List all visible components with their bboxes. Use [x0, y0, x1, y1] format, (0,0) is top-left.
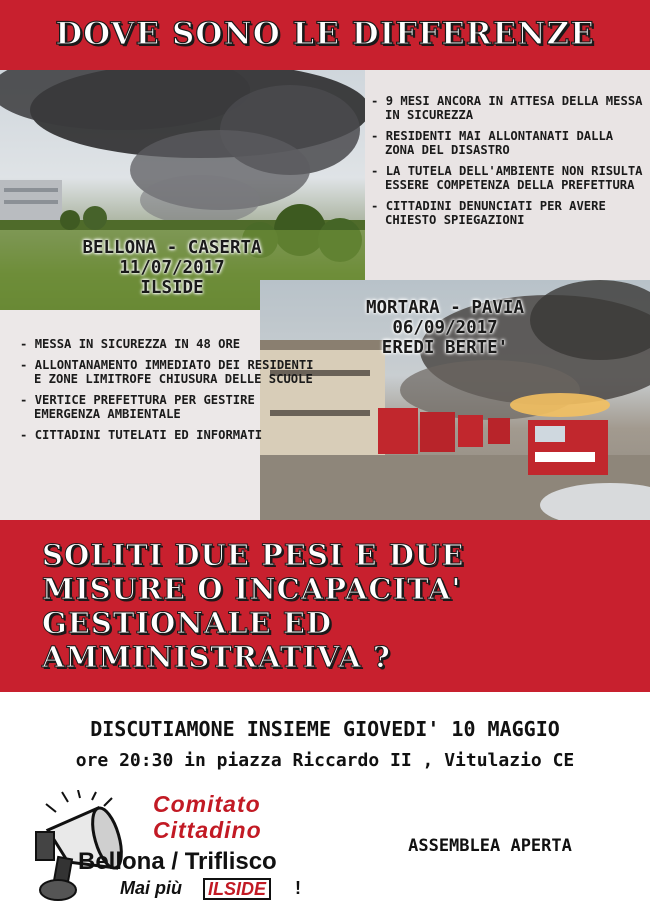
mortara-caption — [300, 298, 590, 358]
logo-line-cittadino: Cittadino — [153, 817, 262, 843]
question-line: SOLITI DUE PESI E DUE — [42, 538, 465, 572]
list-item: - CITTADINI DENUNCIATI PER AVERE CHIESTO SPIEGAZIONI — [371, 199, 643, 227]
question-text — [42, 538, 642, 674]
question-line: MISURE O INCAPACITA' — [42, 572, 462, 606]
bellona-location: BELLONA - CASERTA — [82, 238, 262, 258]
mortara-date: 06/09/2017 — [392, 318, 498, 338]
mortara-company: EREDI BERTE' — [381, 338, 509, 358]
logo-line-exclamation: ! — [295, 878, 301, 898]
bellona-date: 11/07/2017 — [119, 258, 225, 278]
committee-logo — [28, 790, 328, 908]
event-date: DISCUTIAMONE INSIEME GIOVEDI' 10 MAGGIO — [90, 717, 560, 741]
mortara-location: MORTARA - PAVIA — [365, 298, 525, 318]
question-line: GESTIONALE ED — [42, 606, 333, 640]
list-item: - ALLONTANAMENTO IMMEDIATO DEI RESIDENTI E ZONE LIMITROFE CHIUSURA DELLE SCUOLE — [20, 358, 320, 386]
logo-line-ilside: ILSIDE — [203, 878, 271, 900]
list-item: - MESSA IN SICUREZZA IN 48 ORE — [20, 337, 320, 351]
list-item: - CITTADINI TUTELATI ED INFORMATI — [20, 428, 320, 442]
mortara-points-list — [20, 337, 320, 449]
event-time-place: ore 20:30 in piazza Riccardo II , Vitulazio CE — [75, 750, 575, 771]
bellona-points-list — [371, 94, 643, 234]
page-title: DOVE SONO LE DIFFERENZE — [55, 16, 595, 52]
list-item: - RESIDENTI MAI ALLONTANATI DALLA ZONA DEL DISASTRO — [371, 129, 643, 157]
logo-line-comitato: Comitato — [153, 791, 261, 817]
bellona-company: ILSIDE — [140, 278, 204, 298]
list-item: - 9 MESI ANCORA IN ATTESA DELLA MESSA IN SICUREZZA — [371, 94, 643, 122]
question-line: AMMINISTRATIVA ? — [42, 640, 391, 674]
list-item: - VERTICE PREFETTURA PER GESTIRE EMERGENZA AMBIENTALE — [20, 393, 320, 421]
list-item: - LA TUTELA DELL'AMBIENTE NON RISULTA ESSERE COMPETENZA DELLA PREFETTURA — [371, 164, 643, 192]
logo-line-places: Bellona / Triflisco — [78, 848, 277, 875]
assembly-label: ASSEMBLEA APERTA — [408, 836, 572, 856]
logo-line-mai-piu: Mai più — [120, 878, 182, 898]
